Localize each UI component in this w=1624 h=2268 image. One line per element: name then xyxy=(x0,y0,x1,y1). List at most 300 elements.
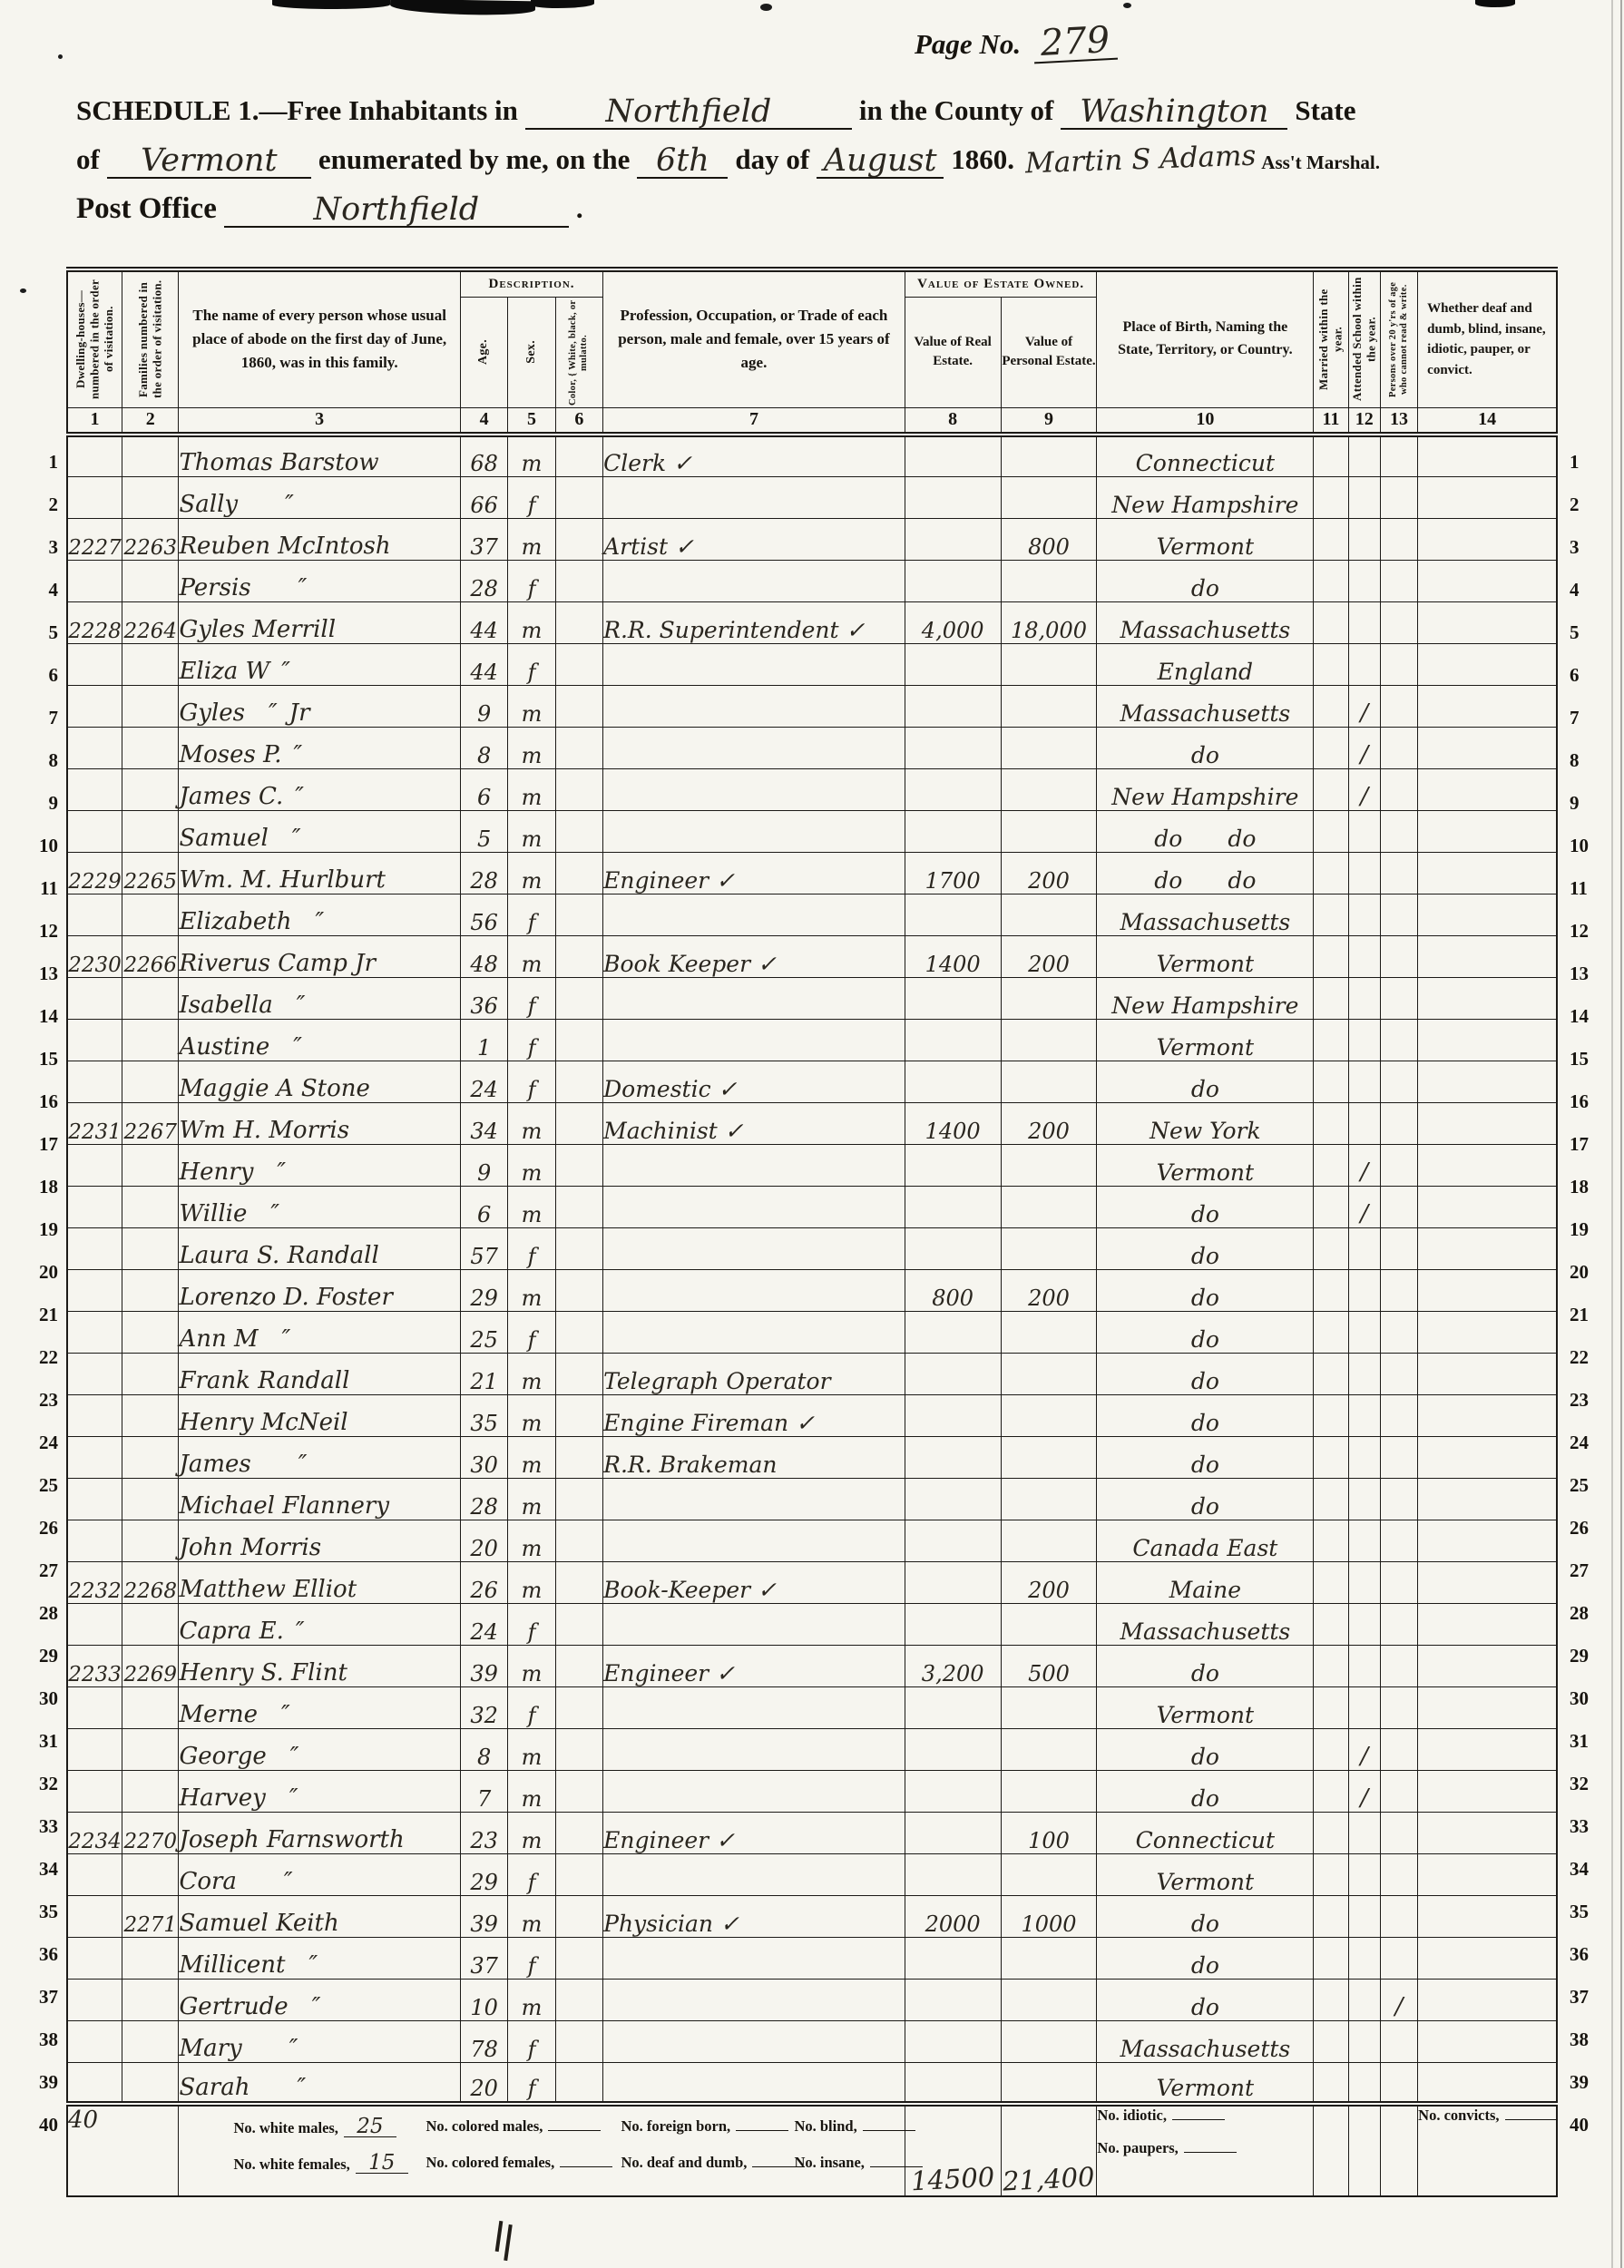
cell-family-number: 2266 xyxy=(122,935,178,977)
cell-occupation xyxy=(603,727,905,768)
cell-occupation: Engine Fireman ✓ xyxy=(603,1394,905,1436)
cell-remarks xyxy=(1418,435,1557,476)
row-number: 23 xyxy=(1570,1389,1589,1411)
row-number: 34 xyxy=(39,1858,58,1880)
summary-empty-cell xyxy=(1348,2104,1380,2196)
cell-read-mark xyxy=(1380,768,1417,810)
cell-color xyxy=(555,560,602,601)
cell-dwelling-number: 2227 xyxy=(67,518,122,560)
row-number: 25 xyxy=(39,1474,58,1496)
cell-school-mark xyxy=(1348,601,1380,643)
cell-school-mark xyxy=(1348,1061,1380,1102)
cell-birthplace: do xyxy=(1097,1728,1314,1770)
cell-dwelling-number xyxy=(67,1269,122,1311)
cell-dwelling-number xyxy=(67,1061,122,1102)
cell-school-mark: ∕ xyxy=(1348,768,1380,810)
cell-real-estate xyxy=(905,1019,1001,1061)
cell-remarks xyxy=(1418,1686,1557,1728)
cell-school-mark xyxy=(1348,1436,1380,1478)
row-number-gutter-left xyxy=(31,441,58,2146)
cell-remarks xyxy=(1418,1478,1557,1520)
cell-birthplace: do xyxy=(1097,1979,1314,2020)
cell-age: 5 xyxy=(460,810,507,852)
schedule-title: SCHEDULE 1.—Free Inhabitants in xyxy=(76,94,518,126)
cell-birthplace: Vermont xyxy=(1097,1144,1314,1186)
cell-married-mark xyxy=(1314,810,1348,852)
cell-married-mark xyxy=(1314,1394,1348,1436)
cell-personal-estate: 200 xyxy=(1001,1102,1097,1144)
cell-school-mark xyxy=(1348,1812,1380,1853)
cell-married-mark xyxy=(1314,518,1348,560)
cell-school-mark xyxy=(1348,560,1380,601)
row-number: 19 xyxy=(39,1218,58,1240)
cell-age: 28 xyxy=(460,852,507,894)
cell-sex: m xyxy=(508,685,555,727)
row-number: 38 xyxy=(1570,2028,1589,2050)
cell-real-estate xyxy=(905,643,1001,685)
cell-color xyxy=(555,1979,602,2020)
cell-married-mark xyxy=(1314,1603,1348,1645)
cell-age: 57 xyxy=(460,1227,507,1269)
cell-sex: f xyxy=(508,1061,555,1102)
cell-married-mark xyxy=(1314,768,1348,810)
cell-remarks xyxy=(1418,1436,1557,1478)
row-number: 4 xyxy=(48,579,58,601)
cell-remarks xyxy=(1418,560,1557,601)
cell-dwelling-number xyxy=(67,560,122,601)
summary-row xyxy=(67,2104,1557,2196)
scan-tear-mark xyxy=(1475,0,1515,7)
cell-real-estate xyxy=(905,1979,1001,2020)
cell-family-number xyxy=(122,1853,178,1895)
stray-pen-mark xyxy=(504,2224,513,2261)
row-number: 17 xyxy=(1570,1133,1589,1155)
cell-real-estate xyxy=(905,1686,1001,1728)
cell-birthplace: do xyxy=(1097,1227,1314,1269)
cell-birthplace: New Hampshire xyxy=(1097,768,1314,810)
cell-remarks xyxy=(1418,1603,1557,1645)
cell-school-mark: ∕ xyxy=(1348,1186,1380,1227)
day-of-label: day of xyxy=(735,143,810,175)
row-number: 26 xyxy=(1570,1517,1589,1539)
cell-real-estate xyxy=(905,810,1001,852)
cell-sex: m xyxy=(508,935,555,977)
row-number: 26 xyxy=(39,1517,58,1539)
cell-personal-estate: 200 xyxy=(1001,852,1097,894)
col-header-personal-estate: Value of Personal Estate. xyxy=(1001,297,1097,407)
cell-remarks xyxy=(1418,1937,1557,1979)
cell-dwelling-number: 2230 xyxy=(67,935,122,977)
cell-school-mark xyxy=(1348,1645,1380,1686)
cell-family-number xyxy=(122,1186,178,1227)
cell-personal-estate xyxy=(1001,977,1097,1019)
cell-age: 28 xyxy=(460,1478,507,1520)
cell-married-mark xyxy=(1314,1144,1348,1186)
cell-personal-estate xyxy=(1001,685,1097,727)
col-header-birthplace: Place of Birth, Naming the State, Territory, or Country. xyxy=(1097,269,1314,407)
cell-age: 35 xyxy=(460,1394,507,1436)
cell-dwelling-number xyxy=(67,476,122,518)
cell-birthplace: do xyxy=(1097,1478,1314,1520)
cell-occupation: R.R. Superintendent ✓ xyxy=(603,601,905,643)
cell-remarks xyxy=(1418,727,1557,768)
cell-read-mark xyxy=(1380,1227,1417,1269)
enumerated-label: enumerated by me, on the xyxy=(318,143,631,175)
row-number: 31 xyxy=(1570,1730,1589,1752)
cell-real-estate xyxy=(905,1394,1001,1436)
cell-dwelling-number xyxy=(67,1311,122,1353)
cell-school-mark xyxy=(1348,518,1380,560)
cell-occupation xyxy=(603,2020,905,2062)
row-number: 21 xyxy=(1570,1304,1589,1325)
cell-color xyxy=(555,1394,602,1436)
post-office-field: Northfield xyxy=(224,194,569,228)
cell-name: Eliza W ″ xyxy=(179,643,460,685)
cell-read-mark xyxy=(1380,1144,1417,1186)
summary-white-males: No. white males, 25 xyxy=(233,2117,396,2137)
cell-color xyxy=(555,1353,602,1394)
page-number-label: Page No. xyxy=(915,28,1022,60)
cell-dwelling-number xyxy=(67,1686,122,1728)
cell-age: 1 xyxy=(460,1019,507,1061)
cell-remarks xyxy=(1418,1061,1557,1102)
cell-school-mark xyxy=(1348,1561,1380,1603)
row-number: 39 xyxy=(39,2071,58,2093)
summary-insane: No. insane, xyxy=(794,2154,922,2172)
row-number: 16 xyxy=(39,1090,58,1112)
row-number: 13 xyxy=(39,963,58,984)
cell-married-mark xyxy=(1314,1019,1348,1061)
cell-color xyxy=(555,1311,602,1353)
cell-real-estate: 1700 xyxy=(905,852,1001,894)
row-number: 14 xyxy=(39,1005,58,1027)
cell-sex: f xyxy=(508,894,555,935)
cell-real-estate xyxy=(905,1853,1001,1895)
cell-sex: m xyxy=(508,768,555,810)
col-header-remarks: Whether deaf and dumb, blind, insane, idiotic, pauper, or convict. xyxy=(1418,269,1557,407)
cell-sex: m xyxy=(508,1645,555,1686)
row-number: 12 xyxy=(1570,920,1589,942)
col-header-sex: Sex. xyxy=(508,297,555,407)
cell-dwelling-number xyxy=(67,1853,122,1895)
row-number: 22 xyxy=(1570,1346,1589,1368)
row-number: 18 xyxy=(39,1176,58,1198)
cell-family-number xyxy=(122,894,178,935)
cell-family-number xyxy=(122,643,178,685)
cell-name: Frank Randall xyxy=(179,1353,460,1394)
cell-sex: m xyxy=(508,601,555,643)
cell-color xyxy=(555,768,602,810)
cell-family-number xyxy=(122,727,178,768)
cell-color xyxy=(555,1853,602,1895)
cell-age: 37 xyxy=(460,1937,507,1979)
table-row xyxy=(67,935,1557,977)
row-number: 21 xyxy=(39,1304,58,1325)
cell-family-number xyxy=(122,1770,178,1812)
row-number: 7 xyxy=(1570,707,1580,728)
cell-family-number xyxy=(122,1937,178,1979)
cell-dwelling-number: 2231 xyxy=(67,1102,122,1144)
cell-occupation xyxy=(603,1019,905,1061)
summary-counts xyxy=(179,2104,905,2196)
cell-remarks xyxy=(1418,1269,1557,1311)
table-row xyxy=(67,894,1557,935)
cell-name: Michael Flannery xyxy=(179,1478,460,1520)
cell-occupation: Engineer ✓ xyxy=(603,852,905,894)
cell-personal-estate xyxy=(1001,727,1097,768)
cell-family-number xyxy=(122,768,178,810)
cell-personal-estate xyxy=(1001,1603,1097,1645)
cell-family-number xyxy=(122,2062,178,2104)
cell-occupation: Telegraph Operator xyxy=(603,1353,905,1394)
cell-color xyxy=(555,1227,602,1269)
cell-read-mark xyxy=(1380,685,1417,727)
cell-name: Samuel ″ xyxy=(179,810,460,852)
cell-birthplace: Massachusetts xyxy=(1097,1603,1314,1645)
cell-real-estate xyxy=(905,727,1001,768)
cell-age: 24 xyxy=(460,1603,507,1645)
cell-remarks xyxy=(1418,2020,1557,2062)
cell-personal-estate xyxy=(1001,768,1097,810)
table-row xyxy=(67,1979,1557,2020)
cell-name: Matthew Elliot xyxy=(179,1561,460,1603)
cell-occupation xyxy=(603,1770,905,1812)
cell-family-number: 2268 xyxy=(122,1561,178,1603)
cell-read-mark xyxy=(1380,435,1417,476)
row-number-gutter-right xyxy=(1566,441,1597,2146)
cell-remarks xyxy=(1418,810,1557,852)
row-number: 8 xyxy=(48,749,58,771)
cell-birthplace: New Hampshire xyxy=(1097,977,1314,1019)
cell-age: 7 xyxy=(460,1770,507,1812)
scan-speck xyxy=(760,4,772,11)
summary-paupers: No. paupers, xyxy=(1097,2139,1313,2157)
cell-dwelling-number xyxy=(67,727,122,768)
cell-occupation xyxy=(603,1520,905,1561)
cell-school-mark: ∕ xyxy=(1348,727,1380,768)
cell-family-number xyxy=(122,977,178,1019)
col-header-name: The name of every person whose usual place of abode on the first day of June, 1860, was in this family. xyxy=(179,269,460,407)
cell-sex: f xyxy=(508,1937,555,1979)
table-row xyxy=(67,601,1557,643)
cell-married-mark xyxy=(1314,1478,1348,1520)
cell-school-mark xyxy=(1348,1353,1380,1394)
cell-sex: m xyxy=(508,1186,555,1227)
row-number: 36 xyxy=(1570,1943,1589,1965)
cell-birthplace: do xyxy=(1097,1311,1314,1353)
column-number-row: 1 2 3 4 5 6 7 8 9 10 11 12 13 14 xyxy=(67,407,1557,435)
cell-color xyxy=(555,685,602,727)
cell-sex: f xyxy=(508,1227,555,1269)
cell-dwelling-number xyxy=(67,1353,122,1394)
county-field: Washington xyxy=(1061,96,1287,130)
cell-occupation xyxy=(603,1686,905,1728)
month-field: August xyxy=(817,145,944,179)
cell-occupation xyxy=(603,977,905,1019)
cell-sex: m xyxy=(508,1561,555,1603)
cell-name: Gertrude ″ xyxy=(179,1979,460,2020)
cell-occupation: Book Keeper ✓ xyxy=(603,935,905,977)
row-number: 1 xyxy=(1570,451,1580,473)
cell-read-mark xyxy=(1380,1102,1417,1144)
cell-occupation xyxy=(603,894,905,935)
row-number: 27 xyxy=(1570,1559,1589,1581)
cell-personal-estate xyxy=(1001,1979,1097,2020)
cell-sex: m xyxy=(508,1436,555,1478)
cell-dwelling-number: 2228 xyxy=(67,601,122,643)
row-number: 30 xyxy=(39,1687,58,1709)
cell-remarks xyxy=(1418,894,1557,935)
cell-married-mark xyxy=(1314,1686,1348,1728)
cell-name: John Morris xyxy=(179,1520,460,1561)
group-header-description: Description. xyxy=(460,269,602,297)
table-row xyxy=(67,727,1557,768)
cell-dwelling-number xyxy=(67,1603,122,1645)
cell-color xyxy=(555,2062,602,2104)
cell-remarks xyxy=(1418,852,1557,894)
cell-real-estate xyxy=(905,1436,1001,1478)
table-row xyxy=(67,1812,1557,1853)
cell-birthplace: do xyxy=(1097,1269,1314,1311)
cell-occupation xyxy=(603,1269,905,1311)
cell-occupation xyxy=(603,768,905,810)
cell-occupation: Engineer ✓ xyxy=(603,1812,905,1853)
row-number: 5 xyxy=(1570,621,1580,643)
cell-birthplace: do xyxy=(1097,1895,1314,1937)
cell-name: Joseph Farnsworth xyxy=(179,1812,460,1853)
cell-name: Reuben McIntosh xyxy=(179,518,460,560)
cell-birthplace: do xyxy=(1097,1394,1314,1436)
table-row xyxy=(67,977,1557,1019)
table-row xyxy=(67,435,1557,476)
cell-age: 20 xyxy=(460,1520,507,1561)
cell-sex: m xyxy=(508,1728,555,1770)
row-number: 27 xyxy=(39,1559,58,1581)
scan-speck xyxy=(20,288,26,293)
cell-married-mark xyxy=(1314,685,1348,727)
cell-married-mark xyxy=(1314,1895,1348,1937)
cell-read-mark xyxy=(1380,1061,1417,1102)
cell-remarks xyxy=(1418,1227,1557,1269)
cell-birthplace: Connecticut xyxy=(1097,435,1314,476)
row-number: 6 xyxy=(48,664,58,686)
cell-age: 26 xyxy=(460,1561,507,1603)
cell-birthplace: Vermont xyxy=(1097,935,1314,977)
cell-remarks xyxy=(1418,1853,1557,1895)
cell-birthplace: Massachusetts xyxy=(1097,685,1314,727)
cell-name: Cora ″ xyxy=(179,1853,460,1895)
cell-family-number xyxy=(122,1979,178,2020)
row-number: 35 xyxy=(39,1901,58,1922)
cell-sex: m xyxy=(508,1895,555,1937)
cell-family-number xyxy=(122,560,178,601)
cell-read-mark xyxy=(1380,643,1417,685)
cell-remarks xyxy=(1418,768,1557,810)
summary-colored-females: No. colored females, xyxy=(426,2154,612,2172)
cell-age: 9 xyxy=(460,685,507,727)
cell-real-estate xyxy=(905,1227,1001,1269)
cell-birthplace: Vermont xyxy=(1097,1686,1314,1728)
cell-name: Capra E. ″ xyxy=(179,1603,460,1645)
row-number: 33 xyxy=(1570,1815,1589,1837)
row-number: 40 xyxy=(39,2114,58,2136)
cell-color xyxy=(555,518,602,560)
cell-name: George ″ xyxy=(179,1728,460,1770)
cell-color xyxy=(555,435,602,476)
cell-married-mark xyxy=(1314,1937,1348,1979)
cell-real-estate xyxy=(905,1353,1001,1394)
cell-dwelling-number xyxy=(67,643,122,685)
cell-color xyxy=(555,727,602,768)
table-row xyxy=(67,852,1557,894)
cell-personal-estate xyxy=(1001,643,1097,685)
cell-color xyxy=(555,2020,602,2062)
cell-age: 39 xyxy=(460,1895,507,1937)
cell-remarks xyxy=(1418,476,1557,518)
cell-age: 28 xyxy=(460,560,507,601)
cell-school-mark xyxy=(1348,1019,1380,1061)
cell-married-mark xyxy=(1314,1353,1348,1394)
table-row xyxy=(67,1603,1557,1645)
cell-read-mark xyxy=(1380,810,1417,852)
cell-family-number xyxy=(122,1311,178,1353)
cell-family-number xyxy=(122,1269,178,1311)
cell-family-number xyxy=(122,1478,178,1520)
cell-personal-estate xyxy=(1001,1520,1097,1561)
table-row xyxy=(67,1853,1557,1895)
cell-read-mark xyxy=(1380,935,1417,977)
cell-personal-estate xyxy=(1001,810,1097,852)
cell-personal-estate: 18,000 xyxy=(1001,601,1097,643)
cell-occupation: Machinist ✓ xyxy=(603,1102,905,1144)
cell-family-number xyxy=(122,2020,178,2062)
cell-dwelling-number xyxy=(67,1478,122,1520)
cell-married-mark xyxy=(1314,2062,1348,2104)
personal-estate-total: 21,400 xyxy=(1001,2104,1097,2196)
marshal-signature: Martin S Adams xyxy=(1024,139,1257,181)
cell-remarks xyxy=(1418,685,1557,727)
cell-color xyxy=(555,643,602,685)
cell-family-number: 2263 xyxy=(122,518,178,560)
row-number: 15 xyxy=(39,1048,58,1070)
row-number: 29 xyxy=(39,1645,58,1667)
schedule-title-line xyxy=(69,94,1364,128)
cell-name: Mary ″ xyxy=(179,2020,460,2062)
cell-personal-estate xyxy=(1001,560,1097,601)
summary-blind: No. blind, xyxy=(794,2117,915,2136)
table-row xyxy=(67,1144,1557,1186)
cell-remarks xyxy=(1418,977,1557,1019)
cell-occupation xyxy=(603,476,905,518)
summary-deaf-dumb: No. deaf and dumb, xyxy=(621,2154,805,2172)
row-number: 11 xyxy=(40,877,58,899)
cell-birthplace: do xyxy=(1097,1436,1314,1478)
cell-read-mark xyxy=(1380,1853,1417,1895)
scan-speck xyxy=(1123,3,1131,8)
cell-married-mark xyxy=(1314,727,1348,768)
cell-birthplace: Canada East xyxy=(1097,1520,1314,1561)
cell-dwelling-number xyxy=(67,1937,122,1979)
cell-dwelling-number: 2232 xyxy=(67,1561,122,1603)
enumeration-line xyxy=(69,139,1387,181)
cell-read-mark: ∕ xyxy=(1380,1979,1417,2020)
cell-real-estate xyxy=(905,2020,1001,2062)
table-row xyxy=(67,1937,1557,1979)
cell-married-mark xyxy=(1314,1770,1348,1812)
cell-name: Wm H. Morris xyxy=(179,1102,460,1144)
cell-occupation xyxy=(603,560,905,601)
cell-birthplace: Maine xyxy=(1097,1561,1314,1603)
